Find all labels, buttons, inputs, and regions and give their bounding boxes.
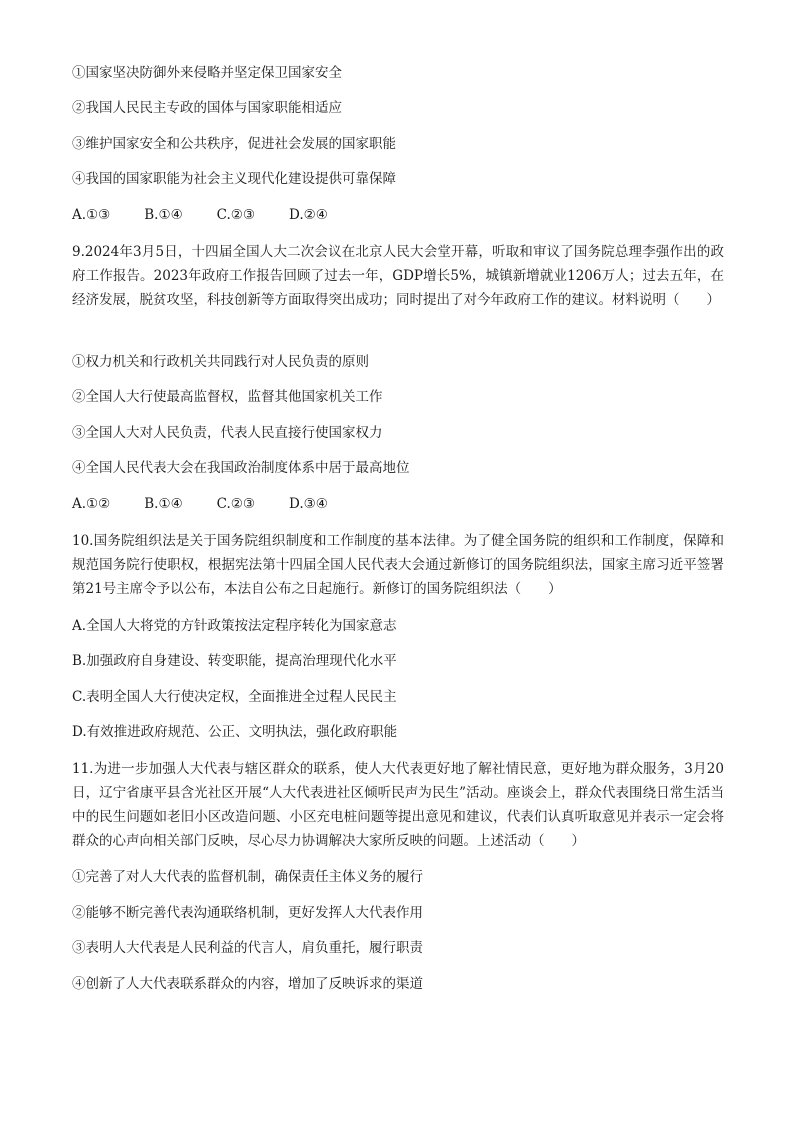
q8-answer-b: B.①④ [144, 207, 183, 223]
q11-option-2: ②能够不断完善代表沟通联络机制，更好发挥人大代表作用 [72, 905, 423, 921]
q10-option-c: C.表明全国人大行使决定权，全面推进全过程人民民主 [72, 689, 397, 705]
q8-answer-c: C.②③ [216, 207, 256, 223]
q9-answer-choices [72, 493, 362, 515]
q10-stem: 10.国务院组织法是关于国务院组织制度和工作制度的基本法律。为了健全国务院的组织和工作制度，保障和规范国务院行使职权，根据宪法第十四届全国人民代表大会通过新修订的国务院组织法，国家主席习近平签署第21号主席令予以公布，本法自公布之日起施行。新修订的国务院组织法（ ） [72, 533, 724, 597]
q9-option-2: ②全国人大行使最高监督权，监督其他国家机关工作 [72, 389, 383, 405]
q10-option-a: A.全国人大将党的方针政策按法定程序转化为国家意志 [72, 618, 397, 634]
q8-answer-choices [72, 204, 362, 226]
q8-option-3: ③维护国家安全和公共秩序，促进社会发展的国家职能 [72, 136, 396, 152]
q9-option-1: ①权力机关和行政机关共同践行对人民负责的原则 [72, 354, 369, 370]
q8-option-4: ④我国的国家职能为社会主义现代化建设提供可靠保障 [72, 171, 396, 187]
q9-answer-d: D.③④ [289, 496, 328, 512]
q9-option-3: ③全国人大对人民负责，代表人民直接行使国家权力 [72, 425, 383, 441]
q8-answer-a: A.①③ [72, 207, 111, 223]
q11-option-1: ①完善了对人大代表的监督机制，确保责任主体义务的履行 [72, 869, 423, 885]
q8-option-2: ②我国人民民主专政的国体与国家职能相适应 [72, 100, 342, 116]
q11-option-4: ④创新了人大代表联系群众的内容，增加了反映诉求的渠道 [72, 976, 423, 992]
q10-stem-block [72, 529, 724, 601]
q9-answer-b: B.①④ [144, 496, 183, 512]
q9-answer-a: A.①② [72, 496, 111, 512]
q11-stem-block [72, 757, 724, 853]
q9-answer-c: C.②③ [216, 496, 256, 512]
q10-option-b: B.加强政府自身建设、转变职能，提高治理现代化水平 [72, 653, 397, 669]
q11-option-3: ③表明人大代表是人民利益的代言人，肩负重托，履行职责 [72, 940, 423, 956]
q10-option-d: D.有效推进政府规范、公正、文明执法，强化政府职能 [72, 724, 398, 740]
q9-option-4: ④全国人民代表大会在我国政治制度体系中居于最高地位 [72, 460, 410, 476]
q8-option-1: ①国家坚决防御外来侵略并坚定保卫国家安全 [72, 65, 342, 81]
q9-stem-block [72, 240, 724, 312]
q8-answer-d: D.②④ [289, 207, 328, 223]
q11-stem: 11.为进一步加强人大代表与辖区群众的联系，使人大代表更好地了解社情民意，更好地为群众服务，3月20日，辽宁省康平县含光社区开展“人大代表进社区倾听民声为民生”活动。座谈会上，群众代表围绕日常生活当中的民生问题如老旧小区改造问题、小区充电桩问题等提出意见和建议，代表们认真听取意见并表示一定会将群众的心声向相关部门反映，尽心尽力协调解决大家所反映的问题。上述活动（ ） [72, 761, 724, 849]
q9-stem: 9.2024年3月5日，十四届全国人大二次会议在北京人民大会堂开幕，听取和审议了国务院总理李强作出的政府工作报告。2023年政府工作报告回顾了过去一年，GDP增长5%，城镇新增就业1206万人；过去五年，在经济发展，脱贫攻坚，科技创新等方面取得突出成功；同时提出了对今年政府工作的建议。材料说明（ ） [72, 244, 724, 308]
